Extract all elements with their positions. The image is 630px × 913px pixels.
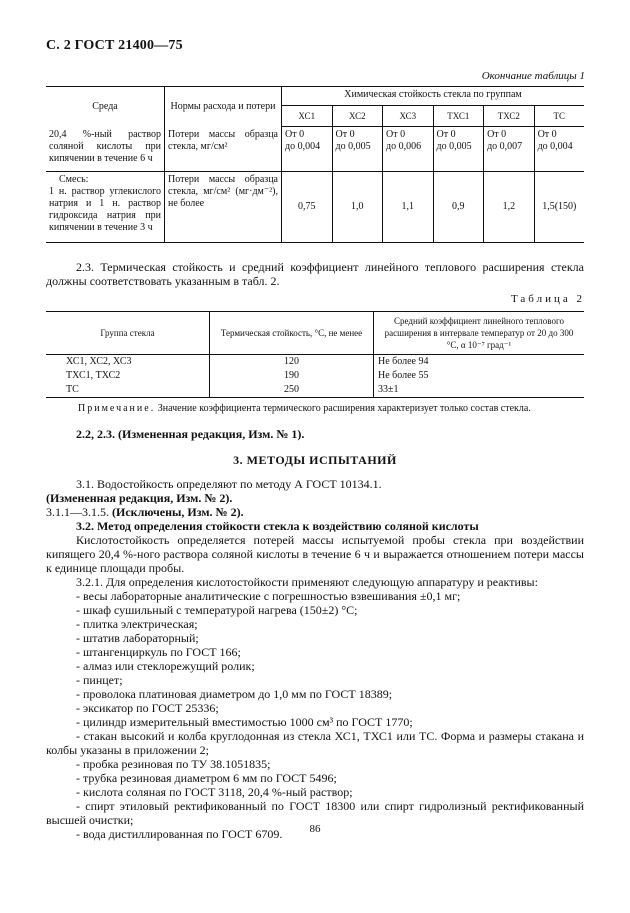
col-env-header: Среда	[46, 87, 165, 127]
paragraph-3-2-text: Кислотостойкость определяется потерей массы испытуемой пробы стекла при воздействии кипящего 20,4 %-ного раствора соляной кислоты в течение 6 ч и выражается отношением потери массы к единице площади пробы.	[46, 533, 584, 575]
list-item: - спирт этиловый ректификованный по ГОСТ 18300 или спирт гидролизный ректификованный высшей очистки;	[46, 799, 584, 827]
note-label: Примечание.	[78, 403, 156, 414]
table-2	[46, 311, 584, 398]
thermal-cell: 190	[210, 369, 374, 383]
group-header: ТС	[534, 106, 584, 127]
coef-cell: Не более 55	[378, 370, 429, 381]
list-item: - плитка электрическая;	[76, 617, 198, 631]
col-group-header: Группа стекла	[46, 312, 210, 355]
group-header: ХС3	[383, 106, 434, 127]
table-row	[46, 369, 584, 383]
value-cell: 1,1	[383, 172, 434, 243]
value-cell: От 0 до 0,006	[383, 127, 434, 172]
list-item: - трубка резиновая диаметром 6 мм по ГОСТ 5496;	[76, 771, 337, 785]
list-item: - эксикатор по ГОСТ 25336;	[76, 701, 219, 715]
list-item: - кислота соляная по ГОСТ 3118, 20,4 %-ный раствор;	[76, 785, 353, 799]
table-row	[46, 355, 584, 370]
list-item: - шкаф сушильный с температурой нагрева (150±2) °С;	[76, 603, 358, 617]
table1-caption: Окончание таблицы 1	[481, 70, 585, 82]
paragraph-3-2-1: 3.2.1. Для определения кислотостойкости применяют следующую аппаратуру и реактивы:	[76, 575, 538, 589]
paragraph-3-1-1: 3.1.1—3.1.5. (Исключены, Изм. № 2).	[46, 505, 244, 519]
list-item: - алмаз или стеклорежущий ролик;	[76, 659, 255, 673]
section-title: 3. МЕТОДЫ ИСПЫТАНИЙ	[233, 453, 397, 467]
col-thermal-header: Термическая стойкость, °С, не менее	[210, 312, 374, 355]
list-item: - проволока платиновая диаметром до 1,0 мм по ГОСТ 18389;	[76, 687, 393, 701]
edit-note-3-1: (Измененная редакция, Изм. № 2).	[46, 491, 233, 505]
norm-cell: Потери массы образца стекла, мг/см²	[165, 127, 282, 172]
group-header: ХС2	[332, 106, 383, 127]
list-item: - штангенциркуль по ГОСТ 166;	[76, 645, 241, 659]
edit-note-2-2: 2.2, 2.3. (Измененная редакция, Изм. № 1).	[76, 427, 305, 441]
norm-cell: Потери массы образца стекла, мг/см² (мг·дм⁻²), не более	[165, 172, 282, 243]
group-cell: ХС1, ХС2, ХС3	[46, 355, 210, 370]
value-cell: От 0 до 0,005	[332, 127, 383, 172]
value-cell: 0,9	[433, 172, 484, 243]
coef-cell: Не более 94	[378, 356, 429, 367]
thermal-cell: 250	[210, 383, 374, 398]
value-cell: 1,2	[484, 172, 535, 243]
group-header: ТХС2	[484, 106, 535, 127]
equipment-list	[46, 589, 584, 841]
col-norm-header: Нормы расхода и потери	[165, 87, 282, 127]
coef-cell: 33±1	[374, 383, 585, 398]
list-item: - весы лабораторные аналитические с погрешностью взвешивания ±0,1 мг;	[76, 589, 461, 603]
value-cell: 0,75	[282, 172, 333, 243]
table-row	[46, 383, 584, 398]
table-row	[46, 172, 584, 243]
paragraph-3-2-title: 3.2. Метод определения стойкости стекла к воздействию соляной кислоты	[76, 519, 479, 533]
group-header: ХС1	[282, 106, 333, 127]
list-item: - вода дистиллированная по ГОСТ 6709.	[76, 827, 283, 841]
value-cell: 1,5(150)	[534, 172, 584, 243]
list-item: - стакан высокий и колба круглодонная из стекла ХС1, ТХС1 или ТС. Форма и размеры стакана и колбы указаны в приложении 2;	[46, 729, 584, 757]
value-cell: 1,0	[332, 172, 383, 243]
col-coef-header: Средний коэффициент линейного теплового расширения в интервале температур от 20 до 300 °С, α 10⁻⁷ град⁻¹	[374, 312, 585, 355]
col-chem-header: Химическая стойкость стекла по группам	[282, 87, 585, 106]
table2-caption: Таблица 2	[510, 293, 585, 305]
env-cell: 20,4 %-ный раствор соляной кислоты при кипячении в течение 6 ч	[46, 127, 165, 172]
paragraph-2-3: 2.3. Термическая стойкость и средний коэффициент линейного теплового расширения стекла должны соответствовать указанным в табл. 2.	[46, 260, 584, 288]
note-text: Значение коэффициента термического расширения характеризует только состав стекла.	[157, 403, 531, 414]
page-header: С. 2 ГОСТ 21400—75	[46, 38, 183, 53]
group-cell: ТХС1, ТХС2	[46, 369, 210, 383]
value-cell: От 0 до 0,004	[534, 127, 584, 172]
value-cell: От 0 до 0,005	[433, 127, 484, 172]
env-cell: Смесь: 1 н. раствор углекислого натрия и 1 н. раствор гидроксида натрия при кипячении в течение 3 ч	[46, 172, 165, 243]
value-cell: От 0 до 0,004	[282, 127, 333, 172]
page-number: 86	[309, 823, 321, 835]
group-cell: ТС	[46, 383, 210, 398]
paragraph-3-1: 3.1. Водостойкость определяют по методу А ГОСТ 10134.1.	[76, 477, 382, 491]
list-item: - пробка резиновая по ТУ 38.1051835;	[76, 757, 271, 771]
list-item: - цилиндр измерительный вместимостью 1000 см³ по ГОСТ 1770;	[76, 715, 413, 729]
table-note	[78, 403, 531, 414]
value-cell: От 0 до 0,007	[484, 127, 535, 172]
group-header: ТХС1	[433, 106, 484, 127]
table-1	[46, 86, 584, 243]
list-item: - пинцет;	[76, 673, 123, 687]
list-item: - штатив лабораторный;	[76, 631, 199, 645]
table-row	[46, 127, 584, 172]
thermal-cell: 120	[210, 355, 374, 370]
